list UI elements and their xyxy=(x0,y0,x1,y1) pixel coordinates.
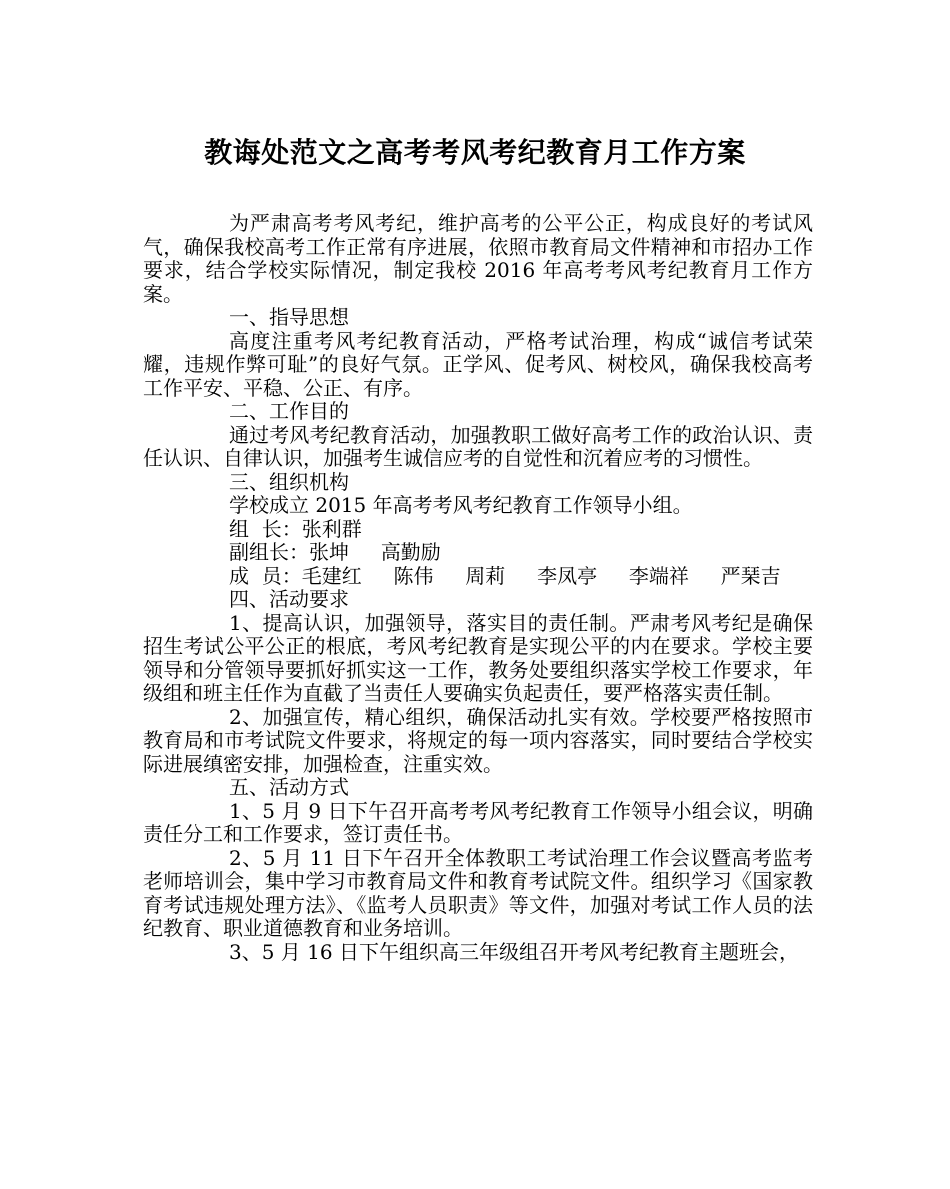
guiding-ideology-paragraph: 高度注重考风考纪教育活动，严格考试治理，构成“诚信考试荣耀，违规作弊可耻”的良好气氛。正学风、促考风、树校风，确保我校高考工作平安、平稳、公正、有序。 xyxy=(143,328,813,400)
section-heading-work-goal: 二、工作目的 xyxy=(229,399,349,423)
members-line: 成 员：毛建红 陈伟 周莉 李凤亭 李端祥 严琹吉 xyxy=(229,563,781,588)
intro-paragraph: 为严肃高考考风考纪，维护高考的公平公正，构成良好的考试风气，确保我校高考工作正常有序进展，依照市教育局文件精神和市招办工作要求，结合学校实际情况，制定我校 2016 年高考考风考纪教育月工作方案。 xyxy=(143,211,813,306)
work-goal-paragraph: 通过考风考纪教育活动，加强教职工做好高考工作的政治认识、责任认识、自律认识，加强考生诚信应考的自觉性和沉着应考的习惯性。 xyxy=(143,422,813,470)
requirement-paragraph-2: 2、加强宣传，精心组织，确保活动扎实有效。学校要严格按照市教育局和市考试院文件要求，将规定的每一项内容落实，同时要结合学校实际进展缜密安排，加强检查，注重实效。 xyxy=(143,704,813,776)
document-title: 教诲处范文之高考考风考纪教育月工作方案 xyxy=(204,136,746,169)
requirement-paragraph-1: 1、提高认识，加强领导，落实目的责任制。严肃考风考纪是确保招生考试公平公正的根底，考风考纪教育是实现公平的内在要求。学校主要领导和分管领导要抓好抓实这一工作，教务处要组织落实学校工作要求，年级组和班主任作为直截了当责任人要确实负起责任，要严格落实责任制。 xyxy=(143,610,813,705)
method-paragraph-2: 2、5 月 11 日下午召开全体教职工考试治理工作会议暨高考监考老师培训会，集中学习市教育局文件和教育考试院文件。组织学习《国家教育考试违规处理方法》、《监考人员职责》等文件，加强对考试工作人员的法纪教育、职业道德教育和业务培训。 xyxy=(143,845,813,940)
document-body xyxy=(143,212,813,964)
section-heading-activity-requirements: 四、活动要求 xyxy=(229,587,349,611)
method-paragraph-1: 1、5 月 9 日下午召开高考考风考纪教育工作领导小组会议，明确责任分工和工作要求，签订责任书。 xyxy=(143,798,813,846)
section-heading-guiding-ideology: 一、指导思想 xyxy=(229,305,349,329)
organization-paragraph: 学校成立 2015 年高考考风考纪教育工作领导小组。 xyxy=(229,493,693,517)
section-heading-organization: 三、组织机构 xyxy=(229,469,349,494)
method-paragraph-3: 3、5 月 16 日下午组织高三年级组召开考风考纪教育主题班会， xyxy=(229,939,799,964)
group-leader-line: 组 长：张利群 xyxy=(229,516,362,541)
section-heading-activity-methods: 五、活动方式 xyxy=(229,775,349,799)
deputy-leader-line: 副组长：张坤 高勤励 xyxy=(229,540,441,564)
